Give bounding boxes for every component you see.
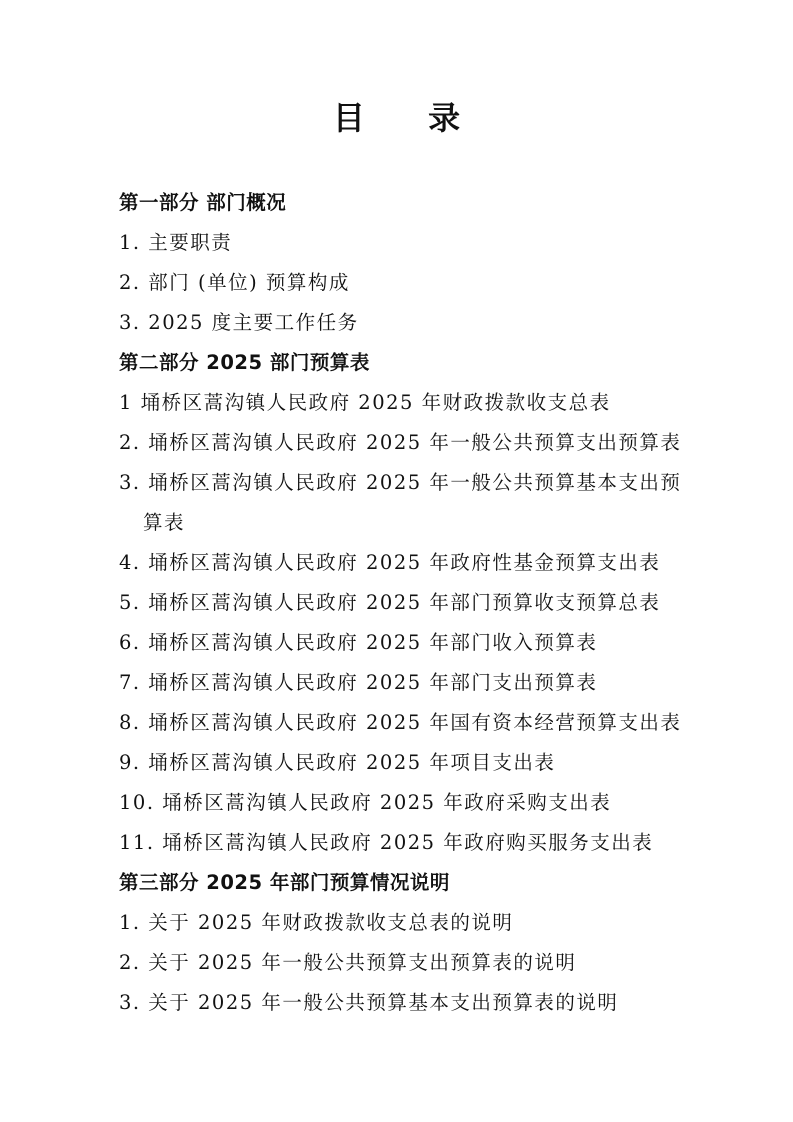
- toc-item: 3. 关于 2025 年一般公共预算基本支出预算表的说明: [119, 991, 619, 1014]
- toc-item: 4. 埇桥区蒿沟镇人民政府 2025 年政府性基金预算支出表: [119, 551, 661, 574]
- toc-item: 1. 关于 2025 年财政拨款收支总表的说明: [119, 911, 514, 934]
- toc-item: 9. 埇桥区蒿沟镇人民政府 2025 年项目支出表: [119, 751, 556, 774]
- toc-item: 8. 埇桥区蒿沟镇人民政府 2025 年国有资本经营预算支出表: [119, 711, 682, 734]
- table-of-contents: [119, 183, 682, 1023]
- toc-section-heading: 第三部分 2025 年部门预算情况说明: [119, 871, 450, 894]
- toc-item: 7. 埇桥区蒿沟镇人民政府 2025 年部门支出预算表: [119, 671, 598, 694]
- toc-item: 6. 埇桥区蒿沟镇人民政府 2025 年部门收入预算表: [119, 631, 598, 654]
- toc-item: 11. 埇桥区蒿沟镇人民政府 2025 年政府购买服务支出表: [119, 831, 654, 854]
- toc-item: 2. 埇桥区蒿沟镇人民政府 2025 年一般公共预算支出预算表: [119, 431, 682, 454]
- toc-item: 5. 埇桥区蒿沟镇人民政府 2025 年部门预算收支预算总表: [119, 591, 661, 614]
- toc-item: 2. 部门 (单位) 预算构成: [119, 271, 350, 294]
- toc-item: 10. 埇桥区蒿沟镇人民政府 2025 年政府采购支出表: [119, 791, 612, 814]
- toc-item: 2. 关于 2025 年一般公共预算支出预算表的说明: [119, 951, 577, 974]
- toc-section-heading: 第二部分 2025 部门预算表: [119, 351, 370, 374]
- toc-item: 1. 主要职责: [119, 231, 233, 254]
- toc-item-continuation: 算表: [143, 511, 186, 534]
- toc-item: 3. 埇桥区蒿沟镇人民政府 2025 年一般公共预算基本支出预: [119, 471, 682, 494]
- page-title: 目 录: [332, 99, 487, 137]
- toc-item: 3. 2025 度主要工作任务: [119, 311, 359, 334]
- toc-section-heading: 第一部分 部门概况: [119, 191, 287, 214]
- toc-item: 1 埇桥区蒿沟镇人民政府 2025 年财政拨款收支总表: [119, 391, 611, 414]
